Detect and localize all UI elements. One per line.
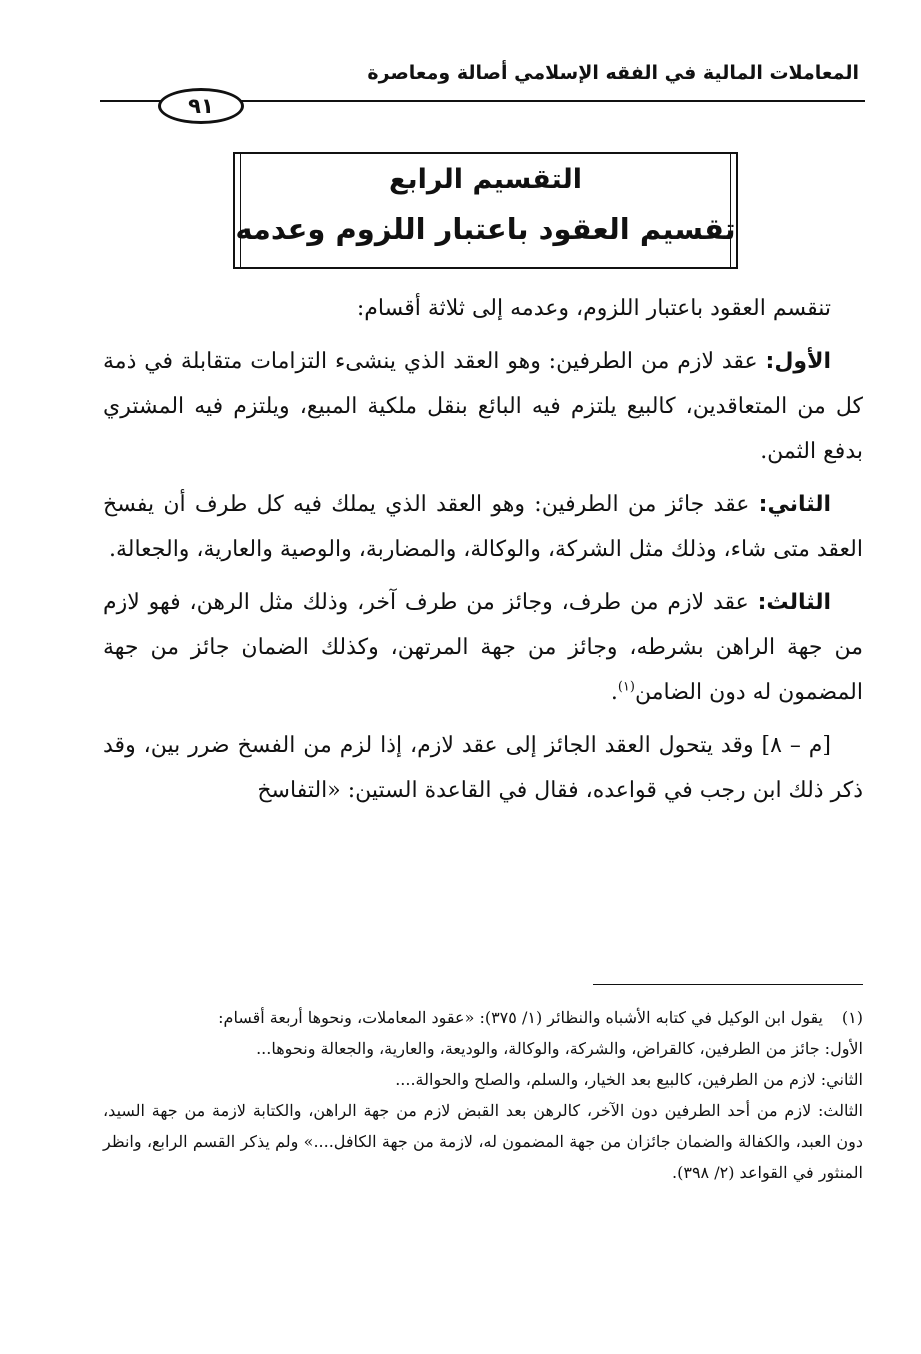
footnote-reference: (١)	[617, 679, 635, 695]
paragraph-text: عقد لازم من طرف، وجائز من طرف آخر، وذلك مثل الرهن، فهو لازم من جهة الراهن بشرطه، وجائز من جهة المرتهن، وكذلك الضمان جائز من جهة المضمون له دون الضامن	[103, 590, 863, 705]
footnote-line: الثاني: لازم من الطرفين، كالبيع بعد الخيار، والسلم، والصلح والحوالة....	[395, 1070, 863, 1089]
footnote-mark: (١)	[841, 1008, 863, 1027]
section-title-box	[233, 152, 738, 269]
paragraph-lead: الثاني:	[758, 492, 831, 517]
intro-paragraph: تنقسم العقود باعتبار اللزوم، وعدمه إلى ثلاثة أقسام:	[356, 296, 831, 321]
paragraph-second-type	[103, 482, 863, 572]
paragraph-text: عقد جائز من الطرفين: وهو العقد الذي يملك فيه كل طرف أن يفسخ العقد متى شاء، وذلك مثل الشركة، والوكالة، والمضاربة، والوصية والعارية، والجعالة.	[103, 492, 863, 562]
footnote-text: يقول ابن الوكيل في كتابه الأشباه والنظائر (١/ ٣٧٥): «عقود المعاملات، ونحوها أربعة أقسام:	[218, 1008, 823, 1027]
paragraph-third-type	[103, 580, 863, 715]
running-title: المعاملات المالية في الفقه الإسلامي أصالة ومعاصرة	[367, 62, 859, 84]
footnote-line: الثالث: لازم من أحد الطرفين دون الآخر، كالرهن بعد القبض لازم من جهة الراهن، والكتابة لازمة من جهة السيد، دون العبد، والكفالة والضمان جائزان من جهة المضمون له، لازمة من جهة الكافل....» ولم يذكر القسم الرابع، وانظر المنثور في القواعد (٢/ ٣٩٨).	[103, 1101, 863, 1182]
paragraph-first-type	[103, 339, 863, 474]
body-text	[103, 286, 863, 821]
section-title-line-2: تقسيم العقود باعتبار اللزوم وعدمه	[235, 212, 736, 246]
section-title-line-1: التقسيم الرابع	[389, 164, 582, 195]
footnote-rule	[593, 984, 863, 985]
paragraph-lead: الثالث:	[757, 590, 831, 615]
paragraph-end: .	[610, 680, 618, 705]
footnote-1	[103, 1002, 863, 1033]
footnotes	[103, 1002, 863, 1188]
paragraph-text: عقد لازم من الطرفين: وهو العقد الذي ينشىء التزامات متقابلة في ذمة كل من المتعاقدين، كالبيع يلتزم فيه البائع بنقل ملكية المبيع، ويلتزم فيه المشتري بدفع الثمن.	[103, 349, 863, 464]
paragraph-conversion: [م – ٨] وقد يتحول العقد الجائز إلى عقد لازم، إذا لزم من الفسخ ضرر بين، وقد ذكر ذلك ابن رجب في قواعده، فقال في القاعدة الستين: «التفاسخ	[103, 733, 863, 803]
page-number: ٩١	[158, 88, 244, 124]
paragraph-lead: الأول:	[765, 349, 831, 374]
footnote-line: الأول: جائز من الطرفين، كالقراض، والشركة، والوكالة، والوديعة، والعارية، والجعالة ونحوها...	[256, 1039, 863, 1058]
